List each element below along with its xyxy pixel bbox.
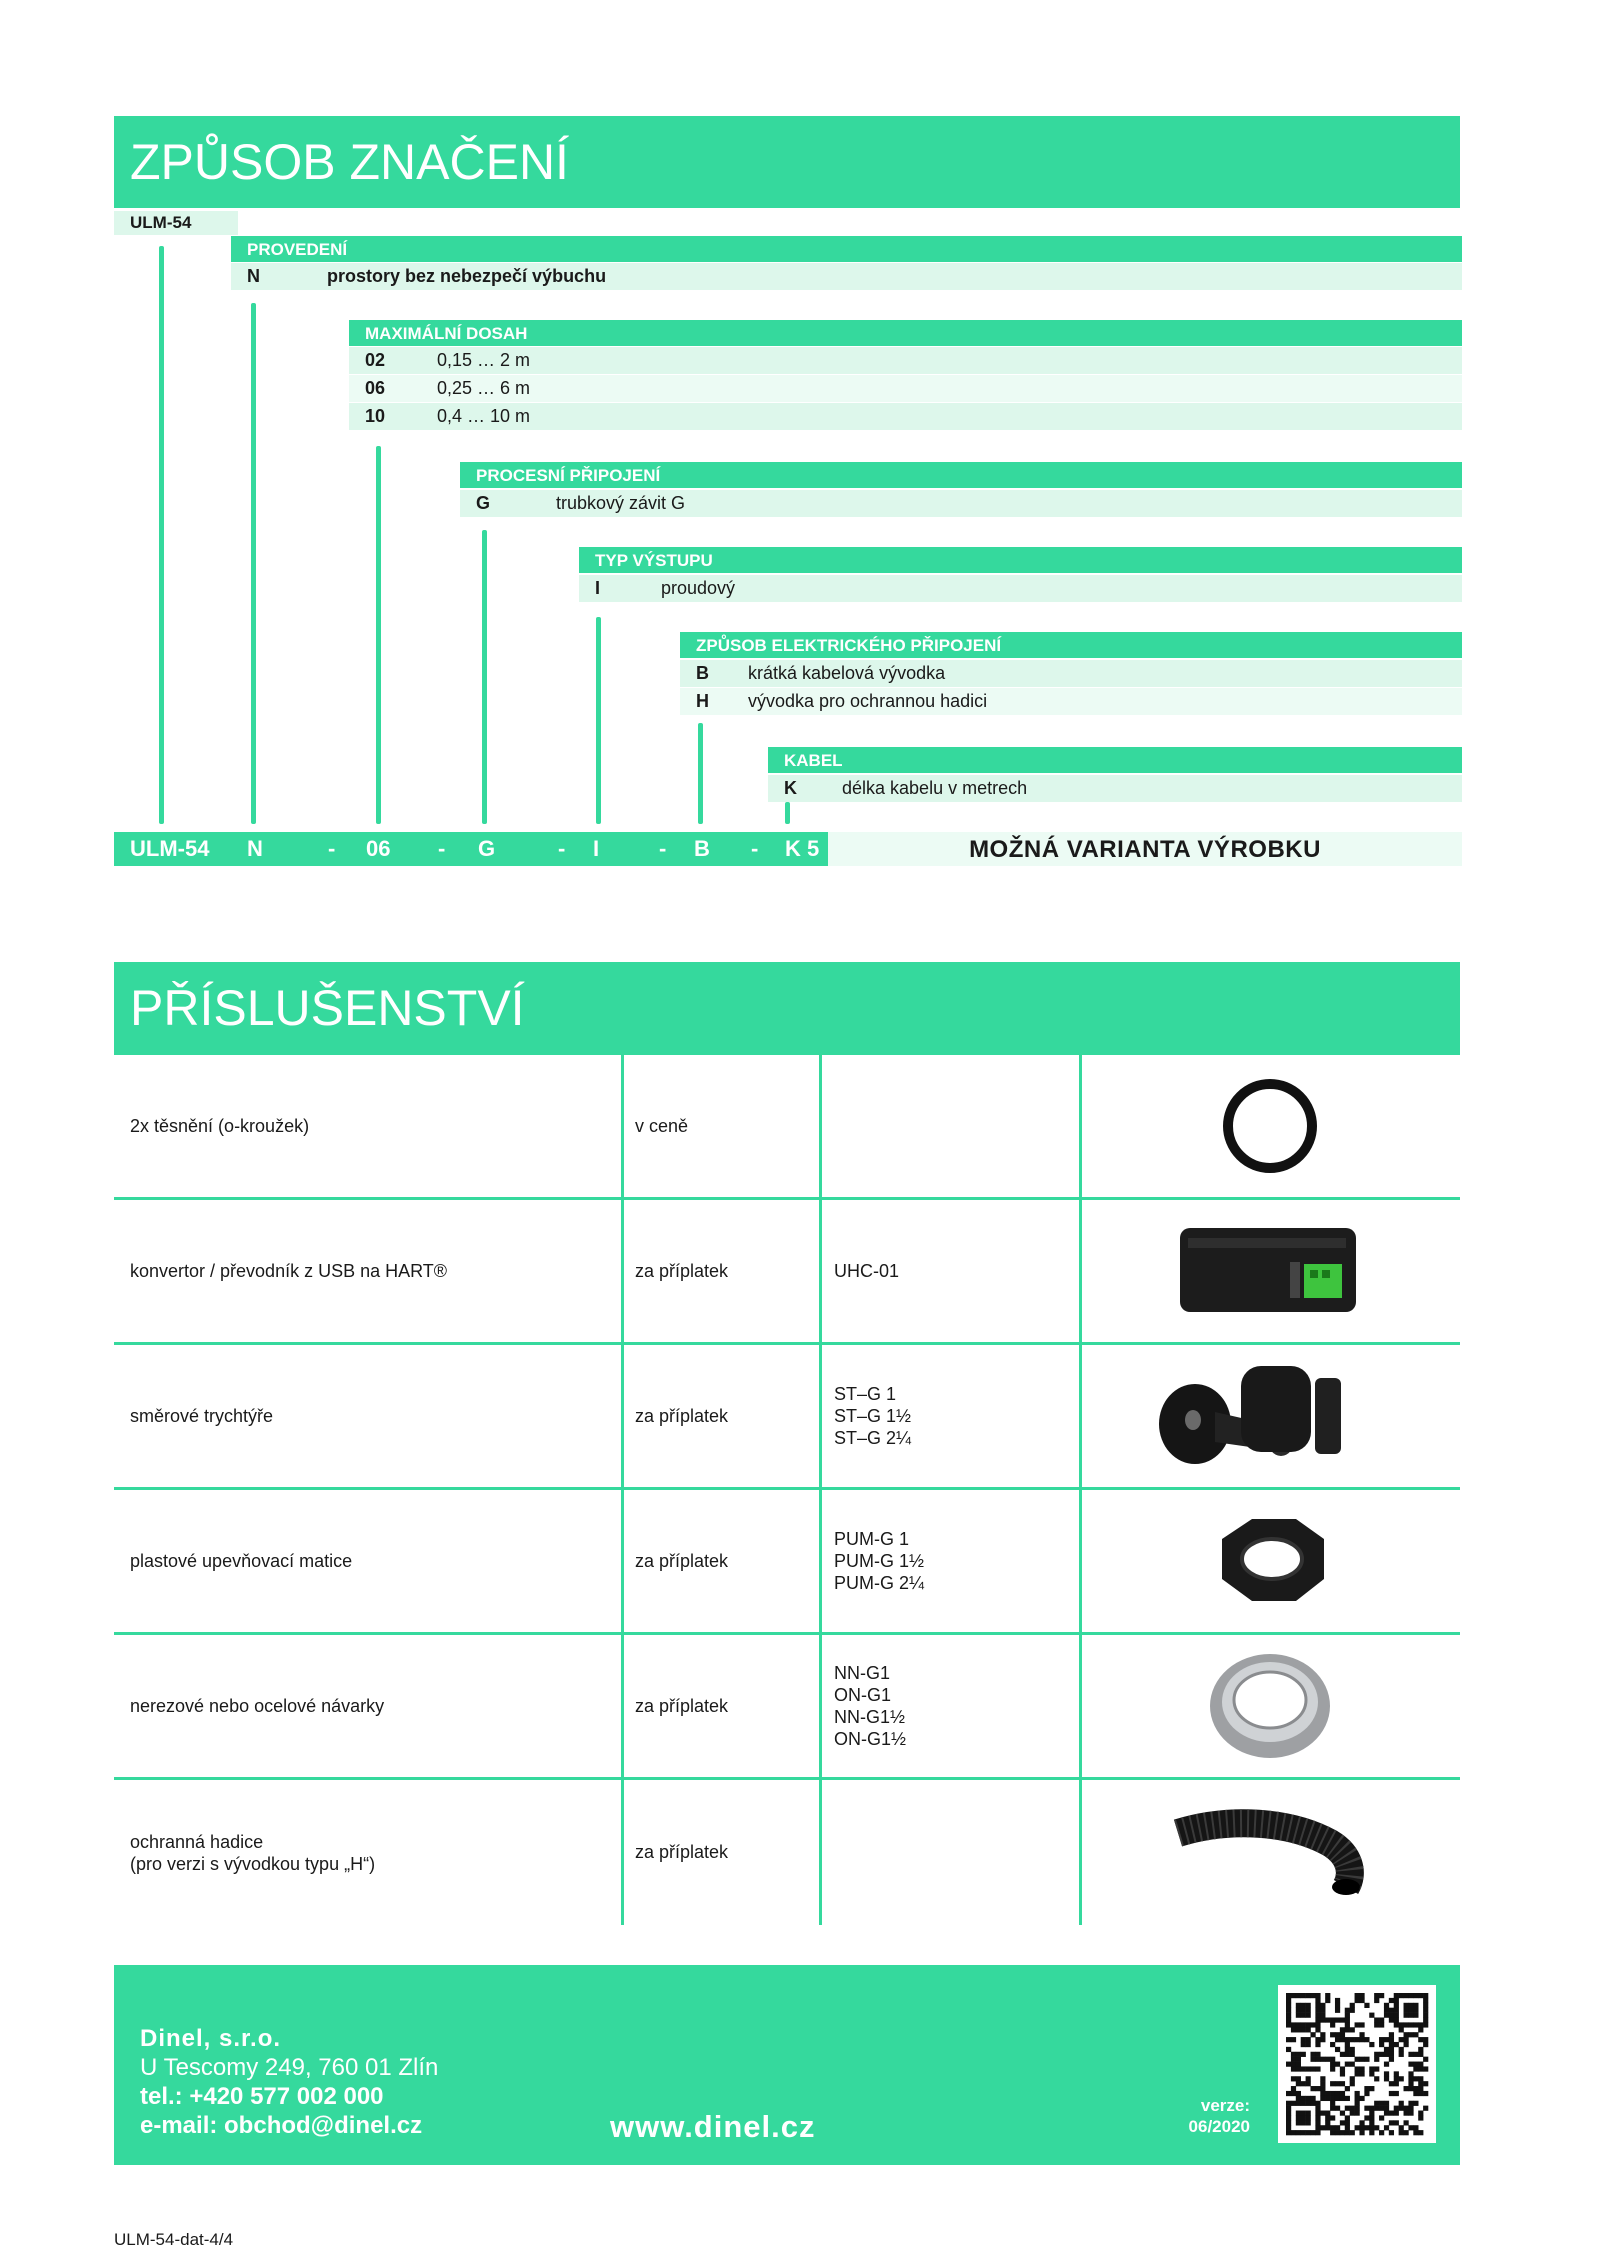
connector-line — [785, 802, 790, 824]
group-header-cable: KABEL — [768, 747, 1462, 773]
accessory-code: UHC-01 — [834, 1261, 900, 1281]
connector-line — [251, 303, 256, 824]
code-row — [460, 490, 1462, 517]
accessory-name — [130, 1780, 600, 1925]
accessory-name-line: ochranná hadice — [130, 1831, 264, 1852]
accessory-code: ST–G 1 — [834, 1384, 897, 1404]
group-header-max-range: MAXIMÁLNÍ DOSAH — [349, 320, 1462, 346]
example-part: 06 — [366, 836, 391, 861]
group-header-electrical-connection: ZPŮSOB ELEKTRICKÉHO PŘIPOJENÍ — [680, 632, 1462, 658]
footer — [114, 1965, 1460, 2165]
example-part: - — [558, 836, 566, 861]
code-description: prostory bez nebezpečí výbuchu — [327, 266, 607, 286]
connector-line — [376, 446, 381, 824]
accessory-price: za příplatek — [635, 1405, 729, 1426]
code-value: K — [784, 778, 797, 798]
accessory-name: konvertor / převodník z USB na HART® — [130, 1260, 448, 1281]
code-value: N — [247, 266, 260, 286]
code-value: I — [595, 578, 601, 598]
accessory-code: ON-G1 — [834, 1685, 892, 1705]
code-value: 10 — [365, 406, 386, 426]
accessory-codes — [834, 1780, 1074, 1925]
example-part: - — [659, 836, 667, 861]
document-id: ULM-54-dat-4/4 — [114, 2230, 234, 2249]
accessory-code: NN-G1 — [834, 1663, 891, 1683]
company-email[interactable]: e-mail: obchod@dinel.cz — [140, 2112, 423, 2139]
example-part: N — [247, 836, 263, 861]
accessory-code: ON-G1½ — [834, 1729, 907, 1749]
accessory-code: PUM-G 2¼ — [834, 1573, 925, 1593]
connector-line — [698, 723, 703, 824]
example-part: - — [328, 836, 336, 861]
accessory-code: ST–G 2¼ — [834, 1428, 912, 1448]
accessory-name-note: (pro verzi s vývodkou typu „H“) — [130, 1853, 376, 1874]
accessory-name: 2x těsnění (o-kroužek) — [130, 1115, 310, 1136]
accessory-row — [114, 1780, 1460, 1925]
accessory-row — [114, 1635, 1460, 1780]
code-value: 02 — [365, 350, 386, 370]
accessory-price: za příplatek — [635, 1842, 729, 1862]
code-row — [349, 347, 1462, 374]
version-value: 06/2020 — [1188, 2117, 1250, 2136]
example-part: - — [751, 836, 759, 861]
group-header-output-type: TYP VÝSTUPU — [579, 547, 1462, 573]
connector-line — [596, 617, 601, 824]
code-row — [349, 375, 1462, 402]
code-description: proudový — [661, 578, 736, 598]
usb-hart-converter-icon — [1080, 1200, 1460, 1342]
code-description: krátká kabelová vývodka — [748, 663, 946, 683]
accessory-row — [114, 1345, 1460, 1490]
code-description: délka kabelu v metrech — [842, 778, 1028, 798]
connector-line — [159, 246, 164, 824]
accessory-price: za příplatek — [635, 1550, 729, 1571]
code-row — [680, 660, 1462, 687]
accessory-row — [114, 1490, 1460, 1635]
code-value: B — [696, 663, 709, 683]
qr-code-icon — [1278, 1985, 1436, 2143]
accessory-code: NN-G1½ — [834, 1707, 906, 1727]
accessory-code: PUM-G 1½ — [834, 1551, 925, 1571]
accessory-name: plastové upevňovací matice — [130, 1550, 353, 1571]
accessory-row — [114, 1200, 1460, 1345]
group-header-provedeni: PROVEDENÍ — [231, 236, 1462, 262]
accessory-name: směrové trychtýře — [130, 1405, 274, 1426]
accessory-code: PUM-G 1 — [834, 1529, 910, 1549]
company-address: U Tescomy 249, 760 01 Zlín — [140, 2054, 439, 2081]
accessory-codes — [834, 1200, 1074, 1342]
company-website-link[interactable]: www.dinel.cz — [610, 2109, 816, 2144]
example-part: K 5 — [785, 836, 820, 861]
accessory-codes — [834, 1345, 1074, 1487]
company-phone[interactable]: tel.: +420 577 002 000 — [140, 2083, 384, 2110]
accessory-price: za příplatek — [635, 1695, 729, 1716]
accessory-code: ST–G 1½ — [834, 1406, 912, 1426]
code-description: 0,4 … 10 m — [437, 406, 531, 426]
accessory-codes — [834, 1490, 1074, 1632]
example-caption: MOŽNÁ VARIANTA VÝROBKU — [828, 832, 1462, 866]
accessory-price: za příplatek — [635, 1260, 729, 1281]
example-order-code — [114, 832, 828, 866]
example-part: B — [694, 836, 710, 861]
code-row — [680, 688, 1462, 715]
example-part: ULM-54 — [130, 836, 210, 861]
o-ring-icon — [1080, 1055, 1460, 1197]
code-row — [231, 263, 1462, 290]
example-part: I — [593, 836, 600, 861]
section-title-marking: ZPŮSOB ZNAČENÍ — [114, 116, 1460, 208]
accessory-codes — [834, 1635, 1074, 1777]
weld-socket-icon — [1080, 1635, 1460, 1777]
code-description: 0,25 … 6 m — [437, 378, 531, 398]
accessory-price: v ceně — [635, 1115, 689, 1136]
funnel-icon — [1080, 1345, 1460, 1487]
code-row — [579, 575, 1462, 602]
accessory-codes — [834, 1055, 1074, 1197]
example-part: G — [478, 836, 496, 861]
version-info — [1150, 2095, 1250, 2137]
code-row — [768, 775, 1462, 802]
code-value: H — [696, 691, 709, 711]
example-part: - — [438, 836, 446, 861]
accessory-name: nerezové nebo ocelové návarky — [130, 1695, 385, 1716]
connector-line — [482, 530, 487, 824]
code-description: trubkový závit G — [556, 493, 686, 513]
company-name: Dinel, s.r.o. — [140, 2025, 282, 2052]
code-value: G — [476, 493, 491, 513]
code-description: vývodka pro ochrannou hadici — [748, 691, 988, 711]
hex-nut-icon — [1080, 1490, 1460, 1632]
code-value: 06 — [365, 378, 386, 398]
version-label: verze: — [1200, 2096, 1250, 2115]
code-row — [349, 403, 1462, 430]
corrugated-hose-icon — [1080, 1780, 1460, 1925]
product-code-label: ULM-54 — [114, 211, 238, 235]
accessory-row — [114, 1055, 1460, 1200]
code-description: 0,15 … 2 m — [437, 350, 531, 370]
group-header-process-connection: PROCESNÍ PŘIPOJENÍ — [460, 462, 1462, 488]
section-title-accessories: PŘÍSLUŠENSTVÍ — [114, 962, 1460, 1055]
